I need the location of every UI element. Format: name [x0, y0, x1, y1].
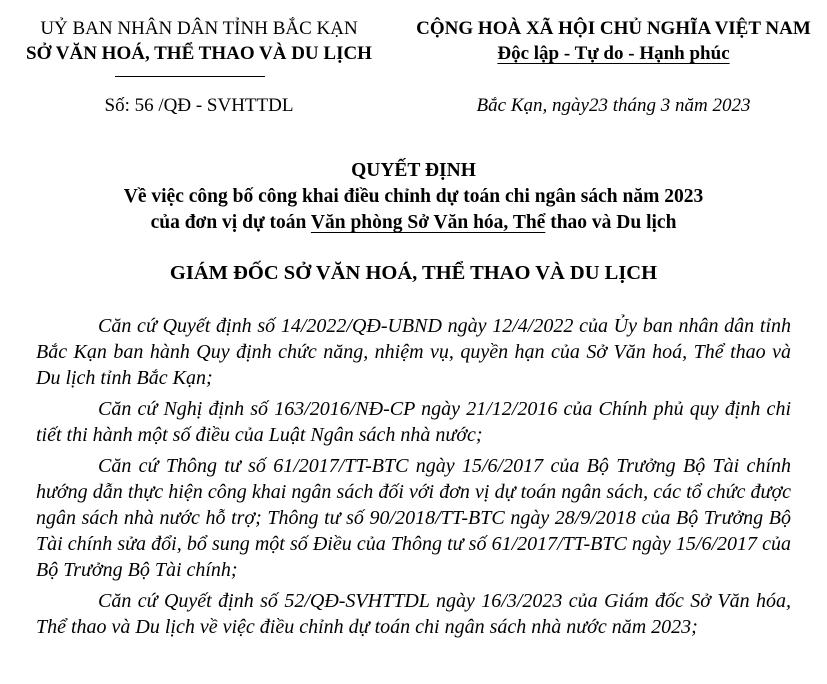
national-header-block	[400, 16, 827, 66]
issuer-title: GIÁM ĐỐC SỞ VĂN HOÁ, THỂ THAO VÀ DU LỊCH	[169, 262, 658, 284]
national-motto: Độc lập - Tự do - Hạnh phúc	[497, 43, 730, 64]
title-line2-prefix: của đơn vị dự toán	[150, 212, 311, 233]
document-title-block	[0, 158, 827, 236]
parent-agency-name: UỶ BAN NHÂN DÂN TỈNH BẮC KẠN	[40, 18, 358, 39]
legal-basis-paragraph: Căn cứ Nghị định số 163/2016/NĐ-CP ngày 21/12/2016 của Chính phủ quy định chi tiết thi hành một số điều của Luật Ngân sách nhà nước;	[36, 398, 791, 446]
issuing-agency-block	[0, 16, 398, 66]
legal-basis-paragraph: Căn cứ Thông tư số 61/2017/TT-BTC ngày 15/6/2017 của Bộ Trưởng Bộ Tài chính hướng dẫn thực hiện công khai ngân sách đối với đơn vị dự toán ngân sách, các tổ chức được ngân sách nhà nước hỗ trợ; Thông tư số 90/2018/TT-BTC ngày 28/9/2018 của Bộ Trưởng Bộ Tài chính sửa đổi, bổ sung một số Điều của Thông tư số 61/2017/TT-BTC ngày 15/6/2017 của Bộ Trưởng Bộ Tài chính;	[36, 455, 791, 581]
agency-name: SỞ VĂN HOÁ, THỂ THAO VÀ DU LỊCH	[26, 43, 372, 64]
legal-basis-paragraph: Căn cứ Quyết định số 14/2022/QĐ-UBND ngày 12/4/2022 của Ủy ban nhân dân tỉnh Bắc Kạn ban hành Quy định chức năng, nhiệm vụ, quyền hạn của Sở Văn hoá, Thể thao và Du lịch tỉnh Bắc Kạn;	[36, 315, 791, 389]
document-number: Số: 56 /QĐ - SVHTTDL	[104, 95, 294, 116]
document-type: QUYẾT ĐỊNH	[351, 160, 476, 181]
title-subject-line-2	[0, 210, 827, 236]
title-line2-underlined: Văn phòng Sở Văn hóa, Thể	[310, 212, 546, 233]
legal-basis-body	[36, 313, 791, 645]
title-subject-line-1: Về việc công bố công khai điều chỉnh dự toán chi ngân sách năm 2023	[123, 186, 704, 207]
legal-basis-paragraph: Căn cứ Quyết định số 52/QĐ-SVHTTDL ngày 16/3/2023 của Giám đốc Sở Văn hóa, Thể thao và Du lịch về việc điều chỉnh dự toán chi ngân sách nhà nước năm 2023;	[36, 590, 791, 638]
title-line2-suffix: thao và Du lịch	[545, 212, 677, 233]
issue-date: Bắc Kạn, ngày23 tháng 3 năm 2023	[476, 95, 751, 116]
country-name: CỘNG HOÀ XÃ HỘI CHỦ NGHĨA VIỆT NAM	[416, 18, 811, 39]
agency-divider	[115, 76, 265, 77]
